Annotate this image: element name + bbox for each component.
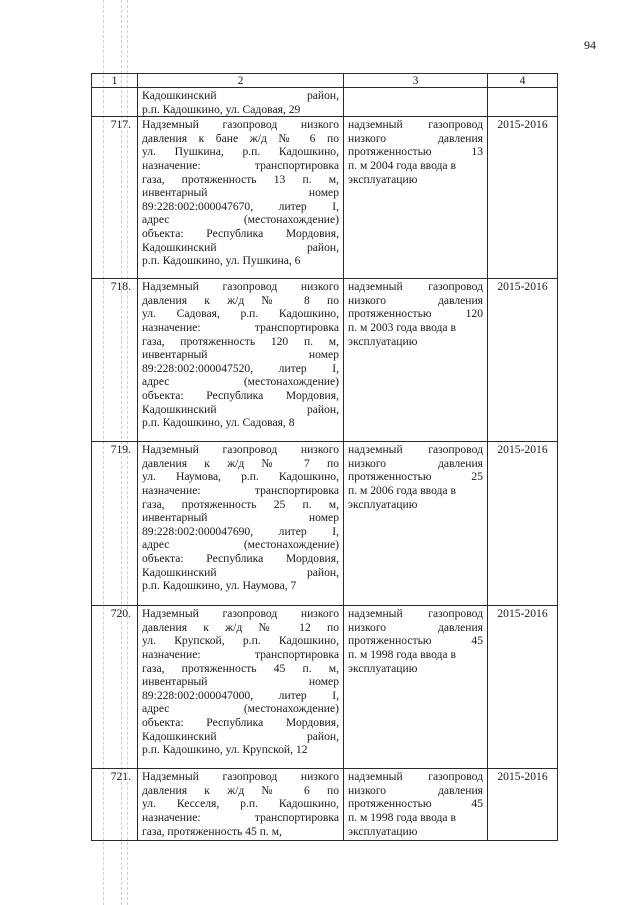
- short-description-line: низкого давления: [348, 783, 483, 797]
- short-description-line: эксплуатацию: [348, 824, 418, 838]
- short-description-line: протяженностью 25: [348, 470, 483, 484]
- description-line: давления к бане ж/д № 6 по: [142, 131, 339, 145]
- short-description-line: эксплуатацию: [348, 497, 418, 511]
- description-line: газа, протяженность 45 п. м,: [142, 661, 339, 675]
- description-line: ул. Садовая, р.п. Кадошкино,: [142, 307, 339, 321]
- description-line: Надземный газопровод низкого: [142, 443, 339, 457]
- row-number: 719.: [92, 442, 138, 606]
- short-description-line: протяженностью 13: [348, 145, 483, 159]
- short-description-line: п. м 1998 года ввода в: [348, 647, 456, 661]
- short-description-line: эксплуатацию: [348, 661, 418, 675]
- short-description-line: п. м 1998 года ввода в: [348, 810, 456, 824]
- description-line: инвентарный номер: [142, 186, 339, 200]
- continued-description: Кадошкинский район, р.п. Кадошкино, ул. Садовая, 29: [138, 88, 344, 117]
- description-line: назначение: транспортировка: [142, 158, 339, 172]
- table-row: [92, 279, 558, 442]
- description-line: Надземный газопровод низкого: [142, 770, 339, 784]
- description-line: р.п. Кадошкино, ул. Крупской, 12: [142, 743, 308, 757]
- row-number: 718.: [92, 279, 138, 442]
- description-line: Кадошкинский район,: [142, 240, 339, 254]
- description-line: Надземный газопровод низкого: [142, 607, 339, 621]
- short-description-line: эксплуатацию: [348, 334, 418, 348]
- description-line: ул. Кесселя, р.п. Кадошкино,: [142, 797, 339, 811]
- object-description: [138, 769, 344, 841]
- short-description: [344, 279, 488, 442]
- short-description-line: надземный газопровод: [348, 280, 483, 294]
- object-description: [138, 279, 344, 442]
- column-header: 3: [344, 74, 488, 88]
- object-description: [138, 442, 344, 606]
- table-row: [92, 606, 558, 769]
- description-line: газа, протяженность 25 п. м,: [142, 497, 339, 511]
- description-line: адрес (местонахождение): [142, 538, 339, 552]
- short-description-line: надземный газопровод: [348, 443, 483, 457]
- table-row: [92, 769, 558, 841]
- short-description: [344, 442, 488, 606]
- continuation-row: [92, 88, 558, 117]
- short-description-line: низкого давления: [348, 293, 483, 307]
- description-line: р.п. Кадошкино, ул. Садовая, 8: [142, 416, 295, 430]
- description-line: объекта: Республика Мордовия,: [142, 388, 339, 402]
- description-line: ул. Крупской, р.п. Кадошкино,: [142, 634, 339, 648]
- description-line: Надземный газопровод низкого: [142, 280, 339, 294]
- description-line: р.п. Кадошкино, ул. Пушкина, 6: [142, 254, 301, 268]
- description-line: инвентарный номер: [142, 511, 339, 525]
- description-line: назначение: транспортировка: [142, 810, 339, 824]
- description-line: Кадошкинский район,: [142, 729, 339, 743]
- table-row: [92, 442, 558, 606]
- description-line: газа, протяженность 45 п. м,: [142, 824, 282, 838]
- description-line: давления к ж/д № 7 по: [142, 456, 339, 470]
- short-description-line: надземный газопровод: [348, 607, 483, 621]
- object-description: [138, 606, 344, 769]
- description-line: р.п. Кадошкино, ул. Наумова, 7: [142, 579, 297, 593]
- short-description-line: протяженностью 120: [348, 307, 483, 321]
- description-line: объекта: Республика Мордовия,: [142, 715, 339, 729]
- period: 2015-2016: [488, 279, 558, 442]
- description-line: давления к ж/д № 12 по: [142, 620, 339, 634]
- header-row: [92, 74, 558, 88]
- description-line: 89:228:002:000047000, литер I,: [142, 688, 339, 702]
- short-description: [344, 117, 488, 279]
- column-header: 1: [92, 74, 138, 88]
- column-header: 4: [488, 74, 558, 88]
- description-line: объекта: Республика Мордовия,: [142, 551, 339, 565]
- period: 2015-2016: [488, 769, 558, 841]
- table-row: [92, 117, 558, 279]
- description-line: 89:228:002:000047670, литер I,: [142, 199, 339, 213]
- description-line: газа, протяженность 13 п. м,: [142, 172, 339, 186]
- description-line: 89:228:002:000047520, литер I,: [142, 361, 339, 375]
- short-description-line: надземный газопровод: [348, 770, 483, 784]
- short-description-line: эксплуатацию: [348, 172, 418, 186]
- description-line: Надземный газопровод низкого: [142, 118, 339, 132]
- short-description-line: п. м 2004 года ввода в: [348, 158, 456, 172]
- period: 2015-2016: [488, 442, 558, 606]
- row-number: 717.: [92, 117, 138, 279]
- column-header: 2: [138, 74, 344, 88]
- short-description-line: низкого давления: [348, 131, 483, 145]
- short-description-line: низкого давления: [348, 456, 483, 470]
- period: 2015-2016: [488, 606, 558, 769]
- short-description-line: п. м 2003 года ввода в: [348, 320, 456, 334]
- short-description-line: низкого давления: [348, 620, 483, 634]
- description-line: инвентарный номер: [142, 675, 339, 689]
- period: 2015-2016: [488, 117, 558, 279]
- description-line: объекта: Республика Мордовия,: [142, 226, 339, 240]
- object-description: [138, 117, 344, 279]
- row-number: 720.: [92, 606, 138, 769]
- description-line: Кадошкинский район,: [142, 402, 339, 416]
- description-line: ул. Пушкина, р.п. Кадошкино,: [142, 145, 339, 159]
- short-description-line: надземный газопровод: [348, 118, 483, 132]
- description-line: назначение: транспортировка: [142, 647, 339, 661]
- page-number: 94: [584, 38, 596, 52]
- description-line: адрес (местонахождение): [142, 213, 339, 227]
- short-description: [344, 769, 488, 841]
- description-line: Кадошкинский район,: [142, 565, 339, 579]
- short-description-line: п. м 2006 года ввода в: [348, 483, 456, 497]
- description-line: ул. Наумова, р.п. Кадошкино,: [142, 470, 339, 484]
- description-line: 89:228:002:000047690, литер I,: [142, 524, 339, 538]
- row-number: 721.: [92, 769, 138, 841]
- description-line: назначение: транспортировка: [142, 483, 339, 497]
- description-line: назначение: транспортировка: [142, 320, 339, 334]
- description-line: инвентарный номер: [142, 348, 339, 362]
- description-line: давления к ж/д № 8 по: [142, 293, 339, 307]
- short-description: [344, 606, 488, 769]
- description-line: газа, протяженность 120 п. м,: [142, 334, 339, 348]
- short-description-line: протяженностью 45: [348, 634, 483, 648]
- description-line: адрес (местонахождение): [142, 702, 339, 716]
- description-line: адрес (местонахождение): [142, 375, 339, 389]
- short-description-line: протяженностью 45: [348, 797, 483, 811]
- register-table: [91, 73, 558, 841]
- description-line: давления к ж/д № 6 по: [142, 783, 339, 797]
